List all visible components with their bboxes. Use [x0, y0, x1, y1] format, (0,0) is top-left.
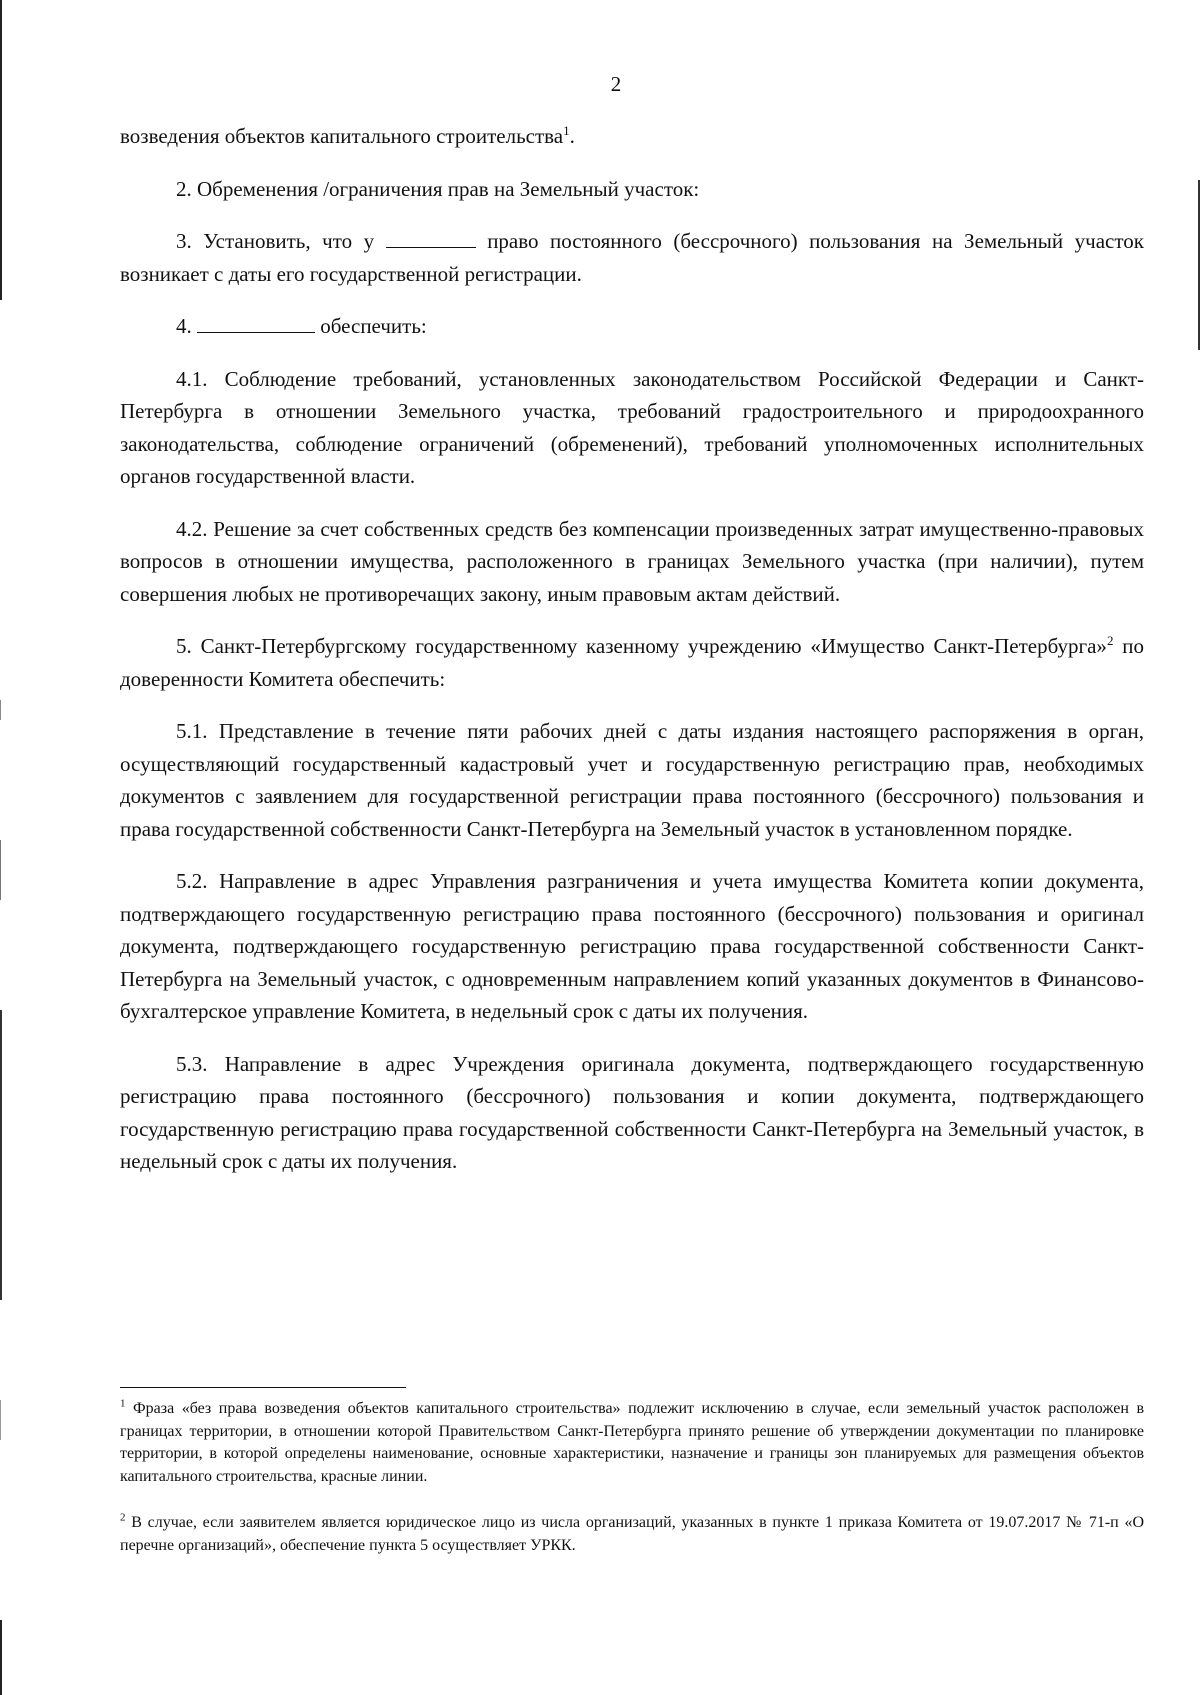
paragraph-5-1: [120, 715, 1144, 845]
paragraph-text: право постоянного (бессрочного) пользования на Земельный участок возникает с даты его государственной регистрации.: [120, 229, 1144, 286]
footnotes: [120, 1398, 1144, 1581]
paragraph-5: [120, 630, 1144, 695]
paragraph-text: 2. Обременения /ограничения прав на Земельный участок:: [176, 176, 700, 201]
paragraph-2: [120, 173, 1144, 206]
paragraph-text: по доверенности Комитета обеспечить:: [120, 634, 1144, 691]
footnote-ref-1: 1: [563, 123, 570, 138]
paragraph-5-3: [120, 1048, 1144, 1178]
scan-edge-mark: [0, 700, 1, 720]
paragraph-text: возведения объектов капитального строительства: [120, 124, 564, 148]
footnote-text: В случае, если заявителем является юридическое лицо из числа организаций, указанных в пункте 1 приказа Комитета от 19.07.2017 № 71-п «О перечне организаций», обеспечение пункта 5 осуществляет УРКК.: [120, 1514, 1144, 1554]
paragraph-text: 4.: [176, 314, 197, 338]
scan-edge-mark: [0, 1010, 2, 1300]
paragraph-text: 4.1. Соблюдение требований, установленных законодательством Российской Федерации и Санкт-Петербурга в отношении Земельного участка, требований градостроительного и природоохранного законодательства, соблюдение ограничений (обременений), требований уполномоченных исполнительных органов государственной власти.: [120, 366, 1144, 488]
paragraph-5-2: [120, 865, 1144, 1028]
blank-fill-line: [197, 312, 315, 333]
scan-edge-mark: [0, 1400, 1, 1440]
footnote-separator: [120, 1387, 406, 1388]
paragraph-text: 5.2. Направление в адрес Управления разграничения и учета имущества Комитета копии документа, подтверждающего государственную регистрацию права постоянного (бессрочного) пользования и оригинал документа, подтверждающего государственную регистрацию права государственной собственности Санкт-Петербурга на Земельный участок, с одновременным направлением копий указанных документов в Финансово-бухгалтерское управление Комитета, в недельный срок с даты их получения.: [120, 869, 1144, 1023]
paragraph-text: 4.2. Решение за счет собственных средств без компенсации произведенных затрат имущественно-правовых вопросов в отношении имущества, расположенного в границах Земельного участка (при наличии), путем совершения любых не противоречащих закону, иным правовым актам действий.: [120, 516, 1144, 606]
footnote-mark: 1: [120, 1397, 126, 1410]
paragraph-text: 3. Установить, что у: [176, 229, 386, 253]
paragraph-text: 5.3. Направление в адрес Учреждения оригинала документа, подтверждающего государственную регистрацию права постоянного (бессрочного) пользования и копии документа, подтверждающего государственную регистрацию права государственной собственности Санкт-Петербурга на Земельный участок, в недельный срок с даты их получения.: [120, 1051, 1144, 1173]
scan-edge-mark: [0, 0, 2, 300]
paragraph-4-2: [120, 513, 1144, 611]
page-number: 2: [610, 72, 622, 96]
footnote-2: [120, 1512, 1144, 1557]
paragraph-4: [120, 310, 1144, 343]
footnote-text: Фраза «без права возведения объектов капитального строительства» подлежит исключению в случае, если земельный участок расположен в границах территории, в отношении которой Правительством Санкт-Петербурга принято решение об утверждении документации по планировке территории, в которой определены наименование, основные характеристики, назначение и границы зон планируемых для размещения объектов капитального строительства, красные линии.: [120, 1400, 1144, 1485]
paragraph-text: 5.1. Представление в течение пяти рабочих дней с даты издания настоящего распоряжения в орган, осуществляющий государственный кадастровый учет и государственную регистрацию прав, необходимых документов с заявлением для государственной регистрации права постоянного (бессрочного) пользования и права государственной собственности Санкт-Петербурга на Земельный участок в установленном порядке.: [120, 719, 1144, 841]
paragraph-text: 5. Санкт-Петербургскому государственному казенному учреждению «Имущество Санкт-Петербурга»: [176, 634, 1107, 658]
footnote-mark: 2: [120, 1511, 126, 1524]
paragraph-4-1: [120, 363, 1144, 493]
footnote-ref-2: 2: [1106, 633, 1114, 648]
paragraph-text: обеспечить:: [315, 314, 427, 338]
paragraph-tail: .: [569, 124, 575, 148]
document-body: [120, 120, 1144, 1198]
footnote-1: [120, 1398, 1144, 1488]
paragraph-continuation: [120, 120, 1144, 153]
scan-edge-mark: [0, 1620, 2, 1695]
blank-fill-line: [386, 227, 476, 248]
scan-edge-mark: [0, 840, 1, 900]
paragraph-3: [120, 225, 1144, 290]
